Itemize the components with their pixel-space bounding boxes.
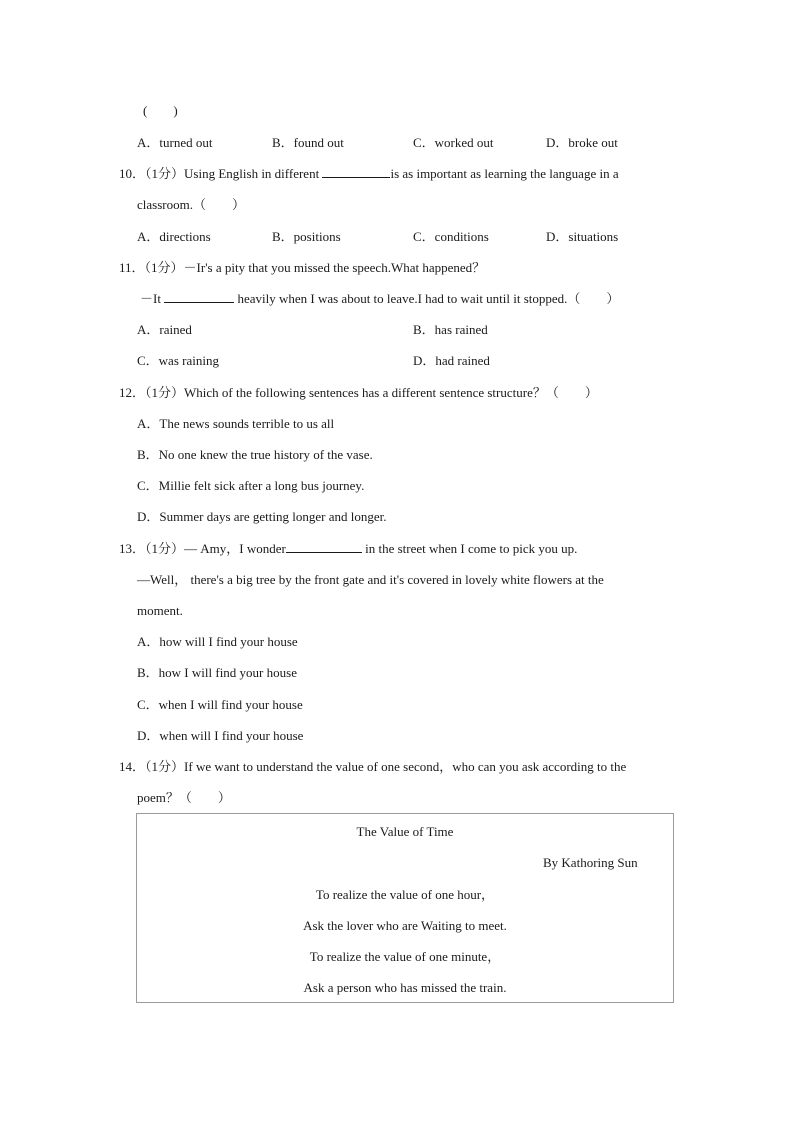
q13-option-b[interactable]: B．how I will find your house xyxy=(137,665,297,680)
q11-option-c[interactable]: C．was raining xyxy=(137,353,219,368)
q13-line1-a: — Amy，I wonder xyxy=(184,541,286,556)
q11-stem-line2 xyxy=(140,290,619,308)
q13-option-d[interactable]: D．when will I find your house xyxy=(137,728,304,743)
q10-score: （1分） xyxy=(145,166,185,181)
q10-option-a[interactable]: A．directions xyxy=(137,229,211,244)
q13-score: （1分） xyxy=(145,541,185,556)
q13-number: 13． xyxy=(119,541,146,556)
q10-option-c[interactable]: C．conditions xyxy=(413,229,489,244)
q12-stem-text: Which of the following sentences has a different sentence structure？（ ） xyxy=(184,385,598,400)
poem-title: The Value of Time xyxy=(356,824,454,839)
poem-line-2: Ask the lover who are Waiting to meet. xyxy=(303,918,507,933)
q13-stem-line3: moment. xyxy=(137,603,183,618)
poem-author: By Kathoring Sun xyxy=(543,855,638,870)
poem-line-3: To realize the value of one minute， xyxy=(309,949,501,964)
q13-stem-line2: —Well， there's a big tree by the front gate and it's covered in lovely white flowers at the xyxy=(137,572,604,587)
q11-line1: －Ir's a pity that you missed the speech.What happened？ xyxy=(183,260,486,275)
poem-line-1: To realize the value of one hour， xyxy=(315,887,495,902)
q10-stem-a: Using English in different xyxy=(184,166,323,181)
q11-line2-b: heavily when I was about to leave.I had to wait until it stopped.（ ） xyxy=(234,291,620,306)
q9-option-a[interactable]: A．turned out xyxy=(137,135,213,150)
q9-option-d[interactable]: D．broke out xyxy=(546,135,618,150)
q13-option-c[interactable]: C．when I will find your house xyxy=(137,697,303,712)
q11-stem xyxy=(119,259,485,277)
q12-option-a[interactable]: A．The news sounds terrible to us all xyxy=(137,416,335,431)
q13-option-a[interactable]: A．how will I find your house xyxy=(137,634,298,649)
q9-answer-paren: ( ) xyxy=(143,103,178,118)
q13-stem xyxy=(119,540,577,558)
q10-stem-line2: classroom.（ ） xyxy=(137,197,245,212)
q10-stem xyxy=(119,165,619,183)
q14-stem-line2: poem？（ ） xyxy=(137,790,231,805)
q11-score: （1分） xyxy=(144,260,184,275)
q10-blank xyxy=(322,165,390,178)
q14-stem xyxy=(119,758,626,776)
q9-option-c[interactable]: C．worked out xyxy=(413,135,494,150)
q14-score: （1分） xyxy=(145,759,185,774)
q12-score: （1分） xyxy=(145,385,185,400)
q10-number: 10． xyxy=(119,166,146,181)
q10-stem-b: is as important as learning the language in a xyxy=(390,166,619,181)
q14-number: 14． xyxy=(119,759,146,774)
q11-blank xyxy=(164,290,234,303)
q10-option-b[interactable]: B．positions xyxy=(272,229,341,244)
q12-option-c[interactable]: C．Millie felt sick after a long bus journey. xyxy=(137,478,365,493)
q13-blank xyxy=(286,540,362,553)
q12-stem xyxy=(119,384,598,402)
q12-option-d[interactable]: D．Summer days are getting longer and longer. xyxy=(137,509,387,524)
q11-line2-a: －It xyxy=(140,291,165,306)
q14-line1: If we want to understand the value of one second，who can you ask according to the xyxy=(184,759,627,774)
q11-option-a[interactable]: A．rained xyxy=(137,322,192,337)
q11-number: 11． xyxy=(119,260,145,275)
q10-option-d[interactable]: D．situations xyxy=(546,229,619,244)
q13-line1-b: in the street when I come to pick you up. xyxy=(361,541,578,556)
q12-option-b[interactable]: B．No one knew the true history of the vase. xyxy=(137,447,373,462)
poem-line-4: Ask a person who has missed the train. xyxy=(303,980,507,995)
q11-option-b[interactable]: B．has rained xyxy=(413,322,488,337)
q12-number: 12． xyxy=(119,385,146,400)
poem-box xyxy=(136,813,674,1003)
q9-option-b[interactable]: B．found out xyxy=(272,135,344,150)
q11-option-d[interactable]: D．had rained xyxy=(413,353,490,368)
